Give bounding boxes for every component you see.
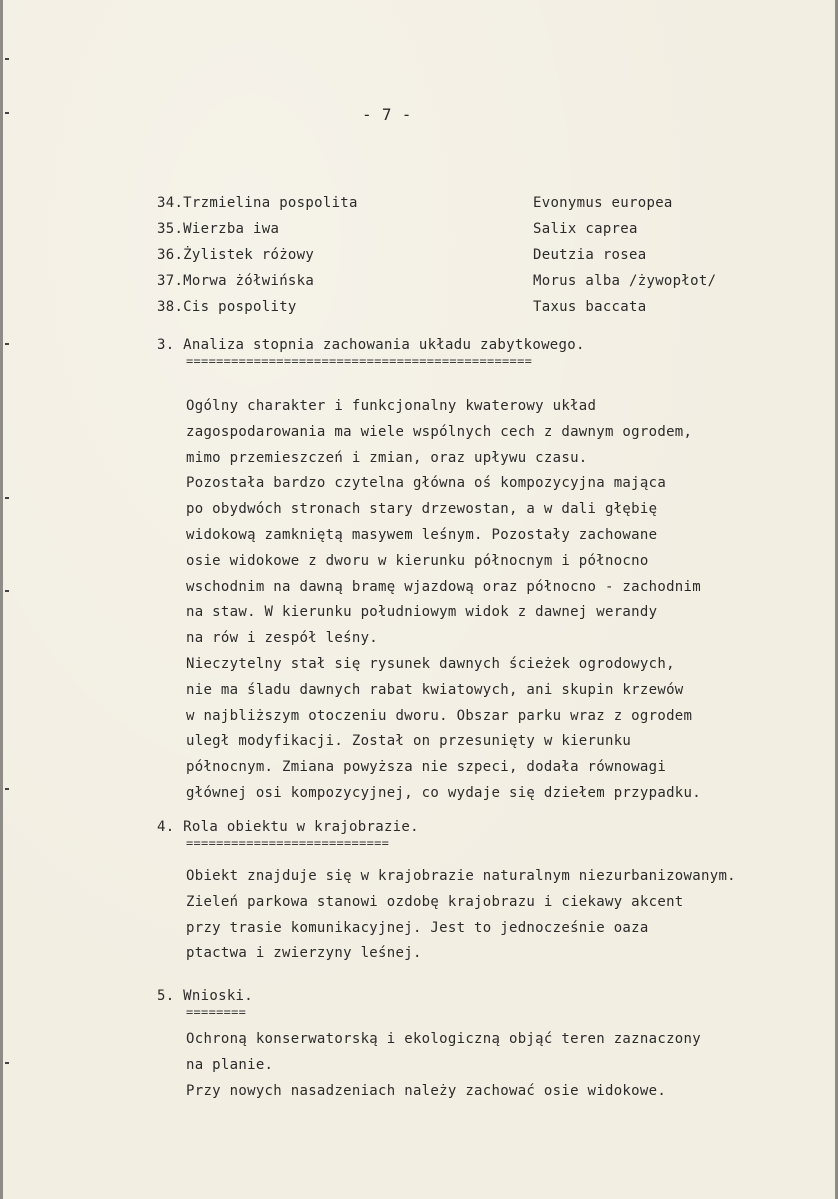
text-line: Nieczytelny stał się rysunek dawnych ścieżek ogrodowych, xyxy=(186,655,675,672)
section-paragraph xyxy=(186,394,701,807)
text-line: na rów i zespół leśny. xyxy=(186,630,379,647)
species-latin-name: Taxus baccata xyxy=(533,299,647,315)
text-line: Zieleń parkowa stanowi ozdobę krajobrazu i ciekawy akcent xyxy=(186,893,684,910)
text-line: osie widokowe z dworu w kierunku północnym i północno xyxy=(186,552,649,569)
species-row xyxy=(157,190,777,216)
text-line: po obydwóch stronach stary drzewostan, a w dali głębię xyxy=(186,501,658,518)
text-line: zagospodarowania ma wiele wspólnych cech z dawnym ogrodem, xyxy=(186,423,693,440)
margin-mark xyxy=(5,1062,9,1064)
species-polish-name: 35.Wierzba iwa xyxy=(157,221,280,237)
section-landscape-role xyxy=(157,815,736,967)
species-list xyxy=(157,190,777,320)
heading-underline: ======== xyxy=(186,1008,247,1016)
section-preservation-analysis xyxy=(157,333,701,807)
page-number: - 7 - xyxy=(362,105,412,124)
species-polish-name: 37.Morwa żółwińska xyxy=(157,273,315,289)
species-latin-name: Salix caprea xyxy=(533,221,638,237)
margin-mark xyxy=(5,590,9,592)
species-polish-name: 36.Żylistek różowy xyxy=(157,247,315,263)
text-line: nie ma śladu dawnych rabat kwiatowych, ani skupin krzewów xyxy=(186,681,684,698)
margin-mark xyxy=(5,343,9,345)
text-line: Przy nowych nasadzeniach należy zachować osie widokowe. xyxy=(186,1082,667,1099)
heading-underline: ============================================== xyxy=(186,357,533,365)
section-conclusions xyxy=(157,984,701,1104)
text-line: uległ modyfikacji. Został on przesunięty w kierunku xyxy=(186,733,632,750)
species-latin-name: Morus alba /żywopłot/ xyxy=(533,273,717,289)
section-paragraph xyxy=(186,864,736,967)
species-row xyxy=(157,268,777,294)
section-heading: 4. Rola obiektu w krajobrazie. xyxy=(157,819,419,835)
text-line: północnym. Zmiana powyższa nie szpeci, dodała równowagi xyxy=(186,759,667,776)
margin-mark xyxy=(5,497,9,499)
section-heading: 5. Wnioski. xyxy=(157,988,254,1004)
species-polish-name: 38.Cis pospolity xyxy=(157,299,297,315)
species-row xyxy=(157,216,777,242)
text-line: w najbliższym otoczeniu dworu. Obszar parku wraz z ogrodem xyxy=(186,707,693,724)
text-line: Ochroną konserwatorską i ekologiczną objąć teren zaznaczony xyxy=(186,1031,701,1047)
text-line: wschodnim na dawną bramę wjazdową oraz północno - zachodnim xyxy=(186,578,701,595)
text-line: Obiekt znajduje się w krajobrazie naturalnym niezurbanizowanym. xyxy=(186,868,736,884)
species-polish-name: 34.Trzmielina pospolita xyxy=(157,195,358,211)
margin-mark xyxy=(5,112,9,114)
section-paragraph xyxy=(186,1027,701,1104)
text-line: przy trasie komunikacyjnej. Jest to jednocześnie oaza xyxy=(186,919,649,936)
species-latin-name: Evonymus europea xyxy=(533,195,673,211)
text-line: głównej osi kompozycyjnej, co wydaje się dziełem przypadku. xyxy=(186,784,701,801)
section-heading: 3. Analiza stopnia zachowania układu zabytkowego. xyxy=(157,337,585,353)
text-line: mimo przemieszczeń i zmian, oraz upływu czasu. xyxy=(186,449,588,466)
species-latin-name: Deutzia rosea xyxy=(533,247,647,263)
page-left-edge xyxy=(0,0,3,1199)
text-line: widokową zamkniętą masywem leśnym. Pozostały zachowane xyxy=(186,526,658,543)
margin-mark xyxy=(5,58,9,60)
heading-underline: =========================== xyxy=(186,839,390,847)
text-line: Ogólny charakter i funkcjonalny kwaterowy układ xyxy=(186,398,597,414)
text-line: ptactwa i zwierzyny leśnej. xyxy=(186,945,422,962)
text-line: na planie. xyxy=(186,1056,274,1073)
species-row xyxy=(157,294,777,320)
margin-mark xyxy=(5,788,9,790)
species-row xyxy=(157,242,777,268)
text-line: na staw. W kierunku południowym widok z dawnej werandy xyxy=(186,604,658,621)
text-line: Pozostała bardzo czytelna główna oś kompozycyjna mająca xyxy=(186,475,667,492)
